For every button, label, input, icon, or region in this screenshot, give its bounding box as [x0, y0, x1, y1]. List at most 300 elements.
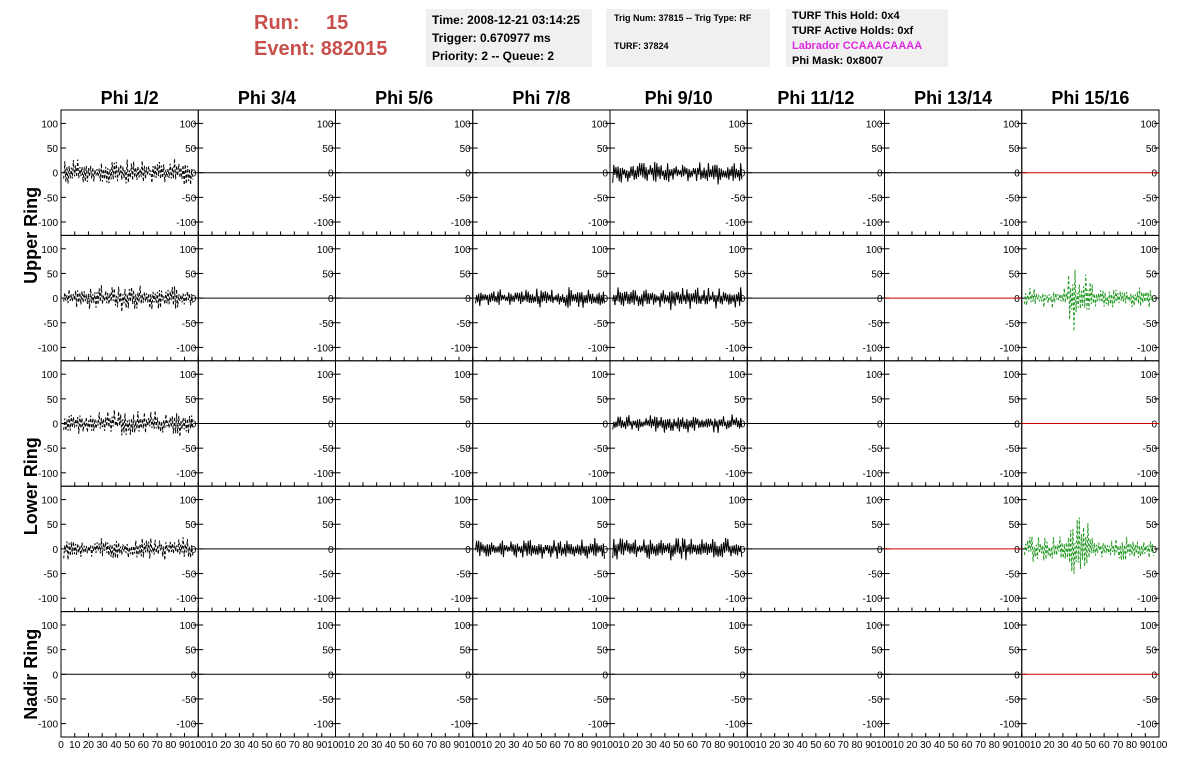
y-tick-label: -100: [725, 468, 746, 480]
x-tick-label: 60: [961, 740, 973, 751]
y-tick-label: -50: [1005, 318, 1020, 330]
y-tick-label: -100: [862, 218, 883, 230]
y-tick-label: 100: [316, 244, 334, 256]
x-tick-label: 20: [357, 740, 369, 751]
phi-mask-text: Phi Mask: 0x8007: [792, 55, 884, 67]
y-tick-label: -100: [999, 468, 1020, 480]
y-tick-label: 100: [179, 119, 197, 131]
y-tick-label: 100: [316, 620, 334, 632]
waveform-trace: [64, 159, 193, 185]
x-tick-label: 20: [82, 740, 95, 751]
y-tick-label: -100: [999, 218, 1020, 230]
y-tick-label: 100: [1140, 244, 1157, 256]
x-tick-label: 50: [1084, 740, 1096, 751]
x-tick-label: 40: [384, 740, 396, 751]
y-tick-label: -50: [730, 318, 746, 330]
y-tick-label: 50: [1008, 394, 1020, 406]
x-tick-label: 90: [590, 740, 602, 751]
y-tick-label: 50: [185, 520, 197, 532]
turf-this-hold-text: TURF This Hold: 0x4: [792, 10, 900, 22]
y-tick-label: 100: [591, 244, 608, 256]
y-tick-label: 100: [865, 620, 883, 632]
y-tick-label: 0: [52, 544, 58, 556]
x-tick-label: 90: [865, 740, 877, 751]
x-tick-label: 60: [824, 740, 836, 751]
x-tick-label: 100: [1150, 740, 1168, 751]
y-tick-label: 0: [190, 168, 197, 180]
y-tick-label: 100: [1003, 244, 1020, 256]
x-tick-label: 100: [738, 740, 756, 751]
y-tick-label: -100: [587, 343, 608, 355]
y-tick-label: 50: [185, 269, 197, 281]
y-tick-label: 50: [459, 144, 471, 156]
y-tick-label: 0: [1014, 294, 1020, 306]
y-tick-label: -100: [176, 343, 197, 355]
y-tick-label: -50: [730, 569, 746, 581]
y-tick-label: -100: [862, 594, 883, 606]
column-header: Phi 15/16: [1051, 88, 1130, 108]
y-tick-label: -50: [1005, 193, 1020, 205]
waveform-trace: [1025, 270, 1154, 331]
x-tick-label: 70: [151, 740, 163, 751]
y-tick-label: -50: [456, 318, 471, 330]
y-tick-label: 50: [871, 645, 883, 657]
y-tick-label: 50: [734, 645, 746, 657]
y-tick-label: 100: [1003, 119, 1020, 131]
x-tick-label: 40: [247, 740, 259, 751]
x-tick-label: 70: [1112, 740, 1124, 751]
y-tick-label: -50: [319, 569, 334, 581]
y-tick-label: -50: [43, 318, 58, 330]
y-tick-label: 50: [1008, 520, 1020, 532]
y-tick-label: 100: [1140, 495, 1157, 507]
y-tick-label: 50: [734, 394, 746, 406]
y-tick-label: 50: [46, 144, 58, 156]
y-tick-label: -100: [1136, 343, 1157, 355]
y-tick-label: -100: [450, 218, 471, 230]
x-tick-label: 30: [233, 740, 245, 751]
x-tick-label: 40: [933, 740, 945, 751]
waveform-trace: [476, 538, 605, 559]
y-tick-label: 100: [591, 620, 608, 632]
y-tick-label: 0: [190, 670, 197, 682]
column-header: Phi 11/12: [777, 88, 855, 108]
y-tick-label: -100: [37, 343, 58, 355]
time-text: Time: 2008-12-21 03:14:25: [432, 13, 580, 27]
y-tick-label: -50: [1142, 444, 1157, 456]
y-tick-label: -100: [587, 594, 608, 606]
y-tick-label: 0: [190, 544, 197, 556]
y-tick-label: 100: [591, 119, 608, 131]
y-tick-label: -50: [1142, 318, 1157, 330]
y-tick-label: -50: [319, 444, 334, 456]
y-tick-label: -50: [593, 694, 608, 706]
y-tick-label: 50: [322, 645, 334, 657]
y-tick-label: -50: [868, 193, 883, 205]
x-tick-label: 90: [1002, 740, 1014, 751]
x-tick-label: 90: [178, 740, 191, 751]
y-tick-label: -50: [181, 444, 197, 456]
x-tick-label: 50: [398, 740, 410, 751]
turf-text: TURF: 37824: [614, 41, 669, 51]
y-tick-label: 50: [871, 394, 883, 406]
y-tick-label: 100: [316, 495, 334, 507]
trig-num-text: Trig Num: 37815 -- Trig Type: RF: [614, 13, 752, 23]
y-tick-label: 0: [876, 544, 883, 556]
x-tick-label: 90: [316, 740, 328, 751]
x-tick-label: 80: [576, 740, 589, 751]
y-tick-label: 100: [41, 495, 58, 507]
x-tick-label: 50: [673, 740, 685, 751]
run-label: Run:: [254, 12, 300, 34]
y-tick-label: 100: [316, 119, 334, 131]
y-tick-label: 0: [876, 670, 883, 682]
y-tick-label: 0: [739, 294, 746, 306]
x-tick-label: 80: [851, 740, 863, 751]
y-tick-label: 50: [596, 394, 608, 406]
y-tick-label: 50: [322, 394, 334, 406]
y-tick-label: 50: [871, 269, 883, 281]
y-tick-label: 50: [1008, 144, 1020, 156]
y-tick-label: 50: [1008, 269, 1020, 281]
y-tick-label: 100: [865, 119, 883, 131]
x-tick-label: 50: [810, 740, 822, 751]
y-tick-label: -100: [37, 719, 58, 731]
ring-label: Upper Ring: [21, 186, 41, 284]
y-tick-label: -100: [862, 468, 883, 480]
y-tick-label: -100: [999, 343, 1020, 355]
y-tick-label: -50: [593, 569, 608, 581]
x-tick-label: 30: [96, 740, 108, 751]
y-tick-label: 100: [1003, 370, 1020, 382]
y-tick-label: -100: [587, 468, 608, 480]
y-tick-label: 50: [322, 269, 334, 281]
y-tick-label: -50: [593, 318, 608, 330]
y-tick-label: 0: [1151, 544, 1157, 556]
y-tick-label: -100: [862, 343, 883, 355]
x-tick-label: 40: [796, 740, 808, 751]
x-tick-label: 40: [659, 740, 671, 751]
y-tick-label: 50: [46, 520, 58, 532]
x-tick-label: 30: [1057, 740, 1069, 751]
y-tick-label: 50: [46, 645, 58, 657]
y-tick-label: -50: [43, 569, 58, 581]
y-tick-label: -50: [593, 444, 608, 456]
y-tick-label: -100: [725, 719, 746, 731]
y-tick-label: 0: [876, 294, 883, 306]
y-tick-label: 100: [41, 119, 58, 131]
x-tick-label: 10: [69, 740, 81, 751]
y-tick-label: -50: [456, 694, 471, 706]
y-tick-label: 50: [322, 144, 334, 156]
priority-text: Priority: 2 -- Queue: 2: [432, 49, 555, 63]
y-tick-label: 100: [316, 370, 334, 382]
y-tick-label: 100: [728, 370, 746, 382]
y-tick-label: 0: [1151, 670, 1157, 682]
x-tick-label: 0: [58, 740, 64, 751]
x-tick-label: 10: [480, 740, 493, 751]
y-tick-label: -100: [1136, 594, 1157, 606]
x-tick-label: 50: [124, 740, 136, 751]
x-tick-label: 100: [327, 740, 344, 751]
y-tick-label: 50: [1008, 645, 1020, 657]
y-tick-label: 100: [728, 495, 746, 507]
x-tick-label: 10: [618, 740, 630, 751]
x-tick-label: 60: [1098, 740, 1110, 751]
y-tick-label: -100: [313, 719, 334, 731]
y-tick-label: 0: [52, 419, 58, 431]
y-tick-label: -50: [181, 694, 197, 706]
column-header: Phi 7/8: [512, 88, 571, 108]
y-tick-label: 0: [327, 544, 334, 556]
y-tick-label: -100: [313, 468, 334, 480]
y-tick-label: 100: [728, 620, 746, 632]
x-tick-label: 30: [645, 740, 657, 751]
x-tick-label: 90: [1139, 740, 1151, 751]
y-tick-label: -50: [1142, 569, 1157, 581]
waveform-trace: [613, 162, 742, 185]
y-tick-label: -50: [868, 318, 883, 330]
y-tick-label: 0: [602, 168, 608, 180]
y-tick-label: -100: [176, 468, 197, 480]
y-tick-label: -100: [450, 719, 471, 731]
waveform-trace: [64, 537, 193, 560]
waveform-trace: [613, 287, 742, 310]
y-tick-label: 50: [734, 269, 746, 281]
y-tick-label: -50: [181, 193, 197, 205]
x-tick-label: 70: [975, 740, 987, 751]
y-tick-label: -100: [37, 594, 58, 606]
x-tick-label: 10: [755, 740, 767, 751]
x-tick-label: 70: [426, 740, 438, 751]
y-tick-label: -50: [1005, 694, 1020, 706]
column-header: Phi 13/14: [914, 88, 993, 108]
y-tick-label: 50: [185, 144, 197, 156]
x-tick-label: 20: [494, 740, 506, 751]
x-tick-label: 20: [631, 740, 644, 751]
y-tick-label: 50: [46, 394, 58, 406]
y-tick-label: 0: [465, 294, 471, 306]
y-tick-label: -100: [450, 594, 471, 606]
y-tick-label: 0: [52, 168, 58, 180]
y-tick-label: -100: [999, 719, 1020, 731]
y-tick-label: 100: [179, 244, 197, 256]
waveform-trace: [476, 287, 605, 308]
y-tick-label: -50: [868, 694, 883, 706]
y-tick-label: 0: [876, 168, 883, 180]
y-tick-label: 0: [190, 419, 197, 431]
x-tick-label: 80: [165, 740, 177, 751]
y-tick-label: 0: [1151, 294, 1157, 306]
x-tick-label: 60: [549, 740, 561, 751]
y-tick-label: 0: [1014, 670, 1020, 682]
y-tick-label: -50: [1005, 569, 1020, 581]
labrador-text: Labrador CCAAACAAAA: [792, 40, 923, 52]
y-tick-label: -100: [450, 343, 471, 355]
x-tick-label: 90: [453, 740, 465, 751]
y-tick-label: 100: [591, 495, 608, 507]
y-tick-label: -100: [313, 594, 334, 606]
y-tick-label: 0: [465, 670, 471, 682]
y-tick-label: 0: [52, 670, 58, 682]
y-tick-label: -100: [37, 468, 58, 480]
y-tick-label: 100: [454, 244, 471, 256]
y-tick-label: 50: [734, 144, 746, 156]
x-tick-label: 80: [439, 740, 451, 751]
y-tick-label: 50: [46, 269, 58, 281]
y-tick-label: 100: [41, 370, 58, 382]
waveform-trace: [1025, 518, 1154, 574]
y-tick-label: -50: [730, 193, 746, 205]
y-tick-label: -100: [587, 719, 608, 731]
x-tick-label: 100: [601, 740, 619, 751]
y-tick-label: -100: [176, 594, 197, 606]
y-tick-label: 50: [596, 645, 608, 657]
y-tick-label: -50: [319, 694, 334, 706]
y-tick-label: 50: [1145, 144, 1157, 156]
y-tick-label: 0: [327, 419, 334, 431]
y-tick-label: 50: [459, 394, 471, 406]
y-tick-label: 0: [1014, 168, 1020, 180]
y-tick-label: 0: [602, 419, 608, 431]
x-tick-label: 90: [727, 740, 740, 751]
x-tick-label: 70: [837, 740, 849, 751]
x-tick-label: 40: [110, 740, 122, 751]
x-tick-label: 30: [782, 740, 794, 751]
x-tick-label: 10: [206, 740, 218, 751]
y-tick-label: -50: [730, 694, 746, 706]
x-tick-label: 60: [137, 740, 149, 751]
y-tick-label: 0: [465, 419, 471, 431]
y-tick-label: 50: [596, 520, 608, 532]
y-tick-label: 100: [454, 370, 471, 382]
y-tick-label: -100: [587, 218, 608, 230]
y-tick-label: 100: [1003, 620, 1020, 632]
y-tick-label: 0: [1151, 168, 1157, 180]
x-tick-label: 10: [892, 740, 904, 751]
y-tick-label: -100: [1136, 719, 1157, 731]
y-tick-label: -100: [313, 343, 334, 355]
x-tick-label: 10: [1029, 740, 1042, 751]
event-label: Event:: [254, 38, 316, 60]
y-tick-label: 50: [596, 144, 608, 156]
x-tick-label: 20: [1043, 740, 1055, 751]
y-tick-label: -50: [319, 193, 334, 205]
x-tick-label: 100: [189, 740, 207, 751]
y-tick-label: -50: [730, 444, 746, 456]
y-tick-label: -100: [862, 719, 883, 731]
y-tick-label: 100: [1140, 620, 1157, 632]
x-tick-label: 80: [988, 740, 1000, 751]
waveform-trace: [613, 414, 742, 433]
y-tick-label: 100: [1140, 119, 1157, 131]
y-tick-label: 0: [465, 168, 471, 180]
y-tick-label: 0: [739, 544, 746, 556]
y-tick-label: 100: [865, 370, 883, 382]
y-tick-label: 0: [739, 168, 746, 180]
x-tick-label: 50: [535, 740, 547, 751]
y-tick-label: 50: [734, 520, 746, 532]
y-tick-label: 100: [41, 620, 58, 632]
y-tick-label: 0: [602, 670, 608, 682]
y-tick-label: -50: [593, 193, 608, 205]
y-tick-label: 50: [185, 394, 197, 406]
y-tick-label: 50: [596, 269, 608, 281]
trigger-text: Trigger: 0.670977 ms: [432, 31, 551, 45]
y-tick-label: 50: [459, 520, 471, 532]
y-tick-label: -50: [456, 569, 471, 581]
x-tick-label: 60: [275, 740, 287, 751]
x-tick-label: 60: [686, 740, 698, 751]
x-tick-label: 80: [1125, 740, 1138, 751]
event-value: 882015: [320, 38, 388, 60]
y-tick-label: 0: [876, 419, 883, 431]
y-tick-label: 100: [454, 495, 471, 507]
x-tick-label: 70: [700, 740, 712, 751]
x-tick-label: 70: [288, 740, 300, 751]
x-tick-label: 50: [261, 740, 273, 751]
y-tick-label: -100: [999, 594, 1020, 606]
x-tick-label: 70: [563, 740, 575, 751]
x-tick-label: 80: [302, 740, 314, 751]
y-tick-label: 100: [591, 370, 608, 382]
y-tick-label: -50: [456, 193, 471, 205]
turf-active-holds-text: TURF Active Holds: 0xf: [792, 25, 914, 37]
x-tick-label: 30: [920, 740, 932, 751]
y-tick-label: -50: [43, 444, 58, 456]
y-tick-label: -50: [181, 569, 197, 581]
x-tick-label: 20: [220, 740, 232, 751]
y-tick-label: 50: [1145, 520, 1157, 532]
x-tick-label: 50: [947, 740, 959, 751]
y-tick-label: -50: [43, 193, 58, 205]
y-tick-label: -100: [725, 594, 746, 606]
ring-label: Nadir Ring: [21, 628, 41, 720]
y-tick-label: -50: [868, 444, 883, 456]
x-tick-label: 100: [1013, 740, 1031, 751]
y-tick-label: -100: [176, 719, 197, 731]
y-tick-label: 100: [454, 119, 471, 131]
y-tick-label: 50: [459, 645, 471, 657]
x-tick-label: 60: [412, 740, 424, 751]
x-tick-label: 20: [906, 740, 918, 751]
y-tick-label: 0: [1151, 419, 1157, 431]
y-tick-label: -50: [319, 318, 334, 330]
y-tick-label: -100: [725, 343, 746, 355]
x-tick-label: 10: [343, 740, 355, 751]
y-tick-label: 0: [602, 544, 608, 556]
x-tick-label: 30: [371, 740, 383, 751]
x-tick-label: 40: [522, 740, 534, 751]
y-tick-label: 50: [871, 520, 883, 532]
y-tick-label: 50: [1145, 269, 1157, 281]
y-tick-label: 100: [1140, 370, 1157, 382]
column-header: Phi 9/10: [644, 88, 713, 108]
x-tick-label: 30: [508, 740, 520, 751]
y-tick-label: -100: [1136, 218, 1157, 230]
y-tick-label: -50: [1142, 694, 1157, 706]
y-tick-label: 0: [327, 670, 334, 682]
y-tick-label: 100: [179, 620, 197, 632]
x-tick-label: 40: [1071, 740, 1083, 751]
y-tick-label: 100: [1003, 495, 1020, 507]
y-tick-label: -100: [1136, 468, 1157, 480]
y-tick-label: -100: [725, 218, 746, 230]
y-tick-label: 100: [728, 119, 746, 131]
ring-label: Lower Ring: [21, 437, 41, 536]
y-tick-label: 100: [454, 620, 471, 632]
y-tick-label: 100: [179, 495, 197, 507]
